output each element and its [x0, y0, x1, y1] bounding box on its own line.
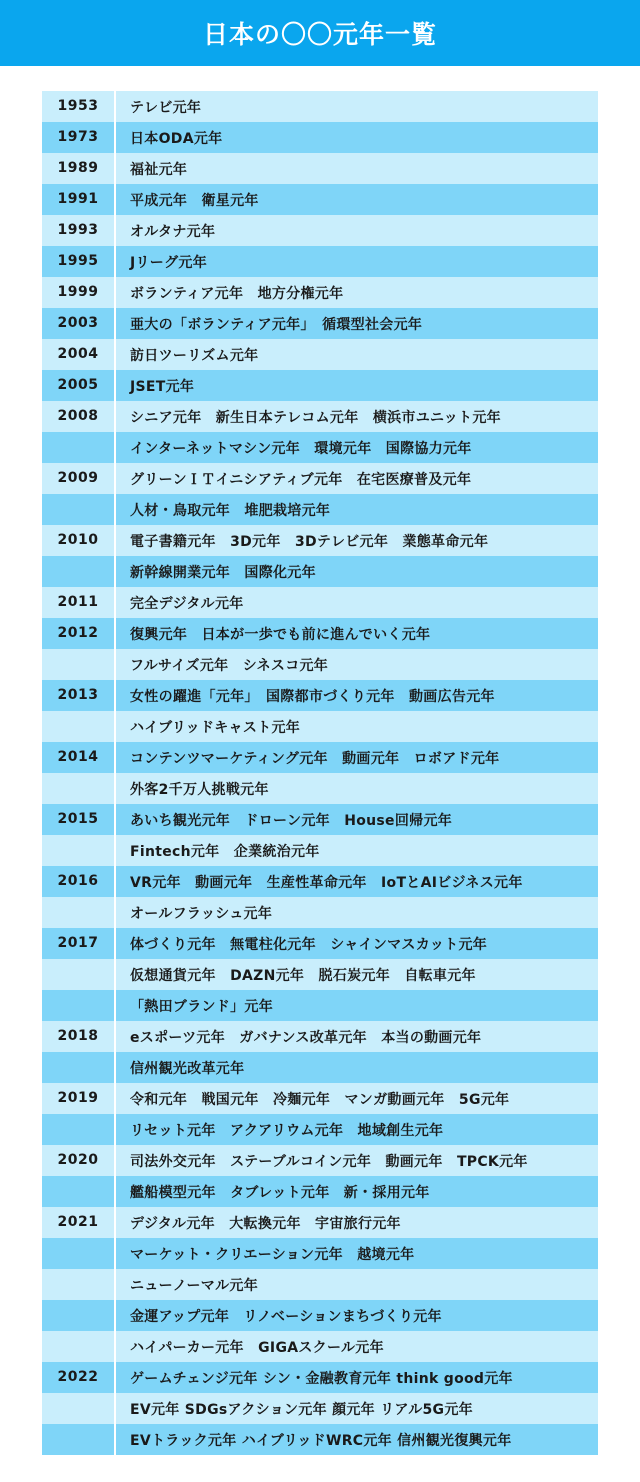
table-row: [42, 153, 598, 184]
gannen-cell: 訪日ツーリズム元年: [130, 347, 259, 364]
year-cell: 2022: [57, 1369, 99, 1385]
table-row: [42, 215, 598, 246]
table-row: [42, 711, 598, 742]
table-row: [42, 959, 598, 990]
year-cell: [42, 1393, 114, 1424]
table-row: [42, 1052, 598, 1083]
year-cell: 2018: [57, 1028, 99, 1044]
gannen-cell: テレビ元年: [130, 99, 202, 116]
gannen-cell: Fintech元年 企業統治元年: [130, 843, 320, 860]
table-row: [42, 556, 598, 587]
gannen-cell: 金運アップ元年 リノベーションまちづくり元年: [130, 1308, 442, 1325]
year-cell: 1993: [57, 222, 99, 238]
year-table: [42, 91, 598, 1455]
table-row: [42, 308, 598, 339]
gannen-cell: 外客2千万人挑戦元年: [130, 781, 269, 798]
table-row: [42, 91, 598, 122]
gannen-cell: EVトラック元年 ハイブリッドWRC元年 信州観光復興元年: [130, 1432, 512, 1449]
table-row: [42, 587, 598, 618]
year-cell: 1991: [57, 191, 99, 207]
gannen-cell: オールフラッシュ元年: [130, 905, 273, 922]
table-row: [42, 184, 598, 215]
year-cell: 1999: [57, 284, 99, 300]
year-cell: [42, 1331, 114, 1362]
year-cell: 2017: [57, 935, 99, 951]
year-cell: [42, 1052, 114, 1083]
year-cell: 2005: [57, 377, 99, 393]
table-row: [42, 1207, 598, 1238]
year-cell: [42, 1114, 114, 1145]
table-row: [42, 1145, 598, 1176]
table-row: [42, 680, 598, 711]
gannen-cell: 「熱田ブランド」元年: [130, 998, 273, 1015]
table-row: [42, 525, 598, 556]
table-row: [42, 1300, 598, 1331]
year-cell: 1995: [57, 253, 99, 269]
year-cell: [42, 897, 114, 928]
gannen-cell: 電子書籍元年 3D元年 3Dテレビ元年 業態革命元年: [130, 533, 489, 550]
gannen-cell: 人材・鳥取元年 堆肥栽培元年: [130, 502, 331, 519]
table-row: [42, 835, 598, 866]
gannen-cell: JSET元年: [130, 378, 195, 395]
gannen-cell: ハイパーカー元年 GIGAスクール元年: [130, 1339, 384, 1356]
table-row: [42, 990, 598, 1021]
gannen-cell: VR元年 動画元年 生産性革命元年 IoTとAIビジネス元年: [130, 874, 523, 891]
gannen-cell: Jリーグ元年: [130, 254, 208, 271]
year-cell: 2019: [57, 1090, 99, 1106]
table-row: [42, 370, 598, 401]
year-cell: [42, 1238, 114, 1269]
table-row: [42, 866, 598, 897]
year-cell: 1973: [57, 129, 99, 145]
gannen-cell: あいち観光元年 ドローン元年 House回帰元年: [130, 812, 453, 829]
year-cell: 2016: [57, 873, 99, 889]
year-cell: 2004: [57, 346, 99, 362]
year-cell: [42, 990, 114, 1021]
year-cell: 2013: [57, 687, 99, 703]
gannen-cell: eスポーツ元年 ガバナンス改革元年 本当の動画元年: [130, 1029, 482, 1046]
year-cell: 1989: [57, 160, 99, 176]
table-row: [42, 1362, 598, 1393]
year-cell: 2014: [57, 749, 99, 765]
table-row: [42, 1238, 598, 1269]
table-row: [42, 773, 598, 804]
gannen-cell: ボランティア元年 地方分権元年: [130, 285, 344, 302]
gannen-cell: 令和元年 戦国元年 冷麺元年 マンガ動画元年 5G元年: [130, 1091, 510, 1108]
table-row: [42, 277, 598, 308]
table-row: [42, 494, 598, 525]
gannen-cell: グリーンＩＴイニシアティブ元年 在宅医療普及元年: [130, 471, 472, 488]
year-cell: [42, 1269, 114, 1300]
gannen-cell: リセット元年 アクアリウム元年 地域創生元年: [130, 1122, 444, 1139]
gannen-cell: シニア元年 新生日本テレコム元年 横浜市ユニット元年: [130, 409, 501, 426]
gannen-cell: 完全デジタル元年: [130, 595, 244, 612]
gannen-cell: マーケット・クリエーション元年 越境元年: [130, 1246, 415, 1263]
year-cell: 2008: [57, 408, 99, 424]
table-row: [42, 618, 598, 649]
year-cell: 2009: [57, 470, 99, 486]
table-row: [42, 401, 598, 432]
gannen-cell: ハイブリッドキャスト元年: [130, 719, 301, 736]
table-row: [42, 742, 598, 773]
gannen-cell: 復興元年 日本が一歩でも前に進んでいく元年: [130, 626, 431, 643]
gannen-cell: 女性の躍進「元年」 国際都市づくり元年 動画広告元年: [130, 688, 495, 705]
year-cell: [42, 1300, 114, 1331]
year-cell: [42, 1176, 114, 1207]
year-cell: 2021: [57, 1214, 99, 1230]
year-cell: 2011: [57, 594, 99, 610]
year-cell: 2015: [57, 811, 99, 827]
table-row: [42, 928, 598, 959]
table-row: [42, 432, 598, 463]
year-cell: [42, 711, 114, 742]
gannen-cell: 福祉元年: [130, 161, 188, 178]
gannen-cell: フルサイズ元年 シネスコ元年: [130, 657, 329, 674]
gannen-cell: 体づくり元年 無電柱化元年 シャインマスカット元年: [130, 936, 488, 953]
year-cell: [42, 432, 114, 463]
gannen-cell: 司法外交元年 ステーブルコイン元年 動画元年 TPCK元年: [130, 1153, 528, 1170]
year-cell: [42, 835, 114, 866]
gannen-cell: 亜大の「ボランティア元年」 循環型社会元年: [130, 316, 423, 333]
year-cell: [42, 1424, 114, 1455]
gannen-cell: 仮想通貨元年 DAZN元年 脱石炭元年 自転車元年: [130, 967, 476, 984]
header-bar: [0, 0, 640, 66]
table-row: [42, 1393, 598, 1424]
table-row: [42, 463, 598, 494]
year-cell: [42, 649, 114, 680]
year-cell: [42, 959, 114, 990]
table-row: [42, 1269, 598, 1300]
table-row: [42, 804, 598, 835]
gannen-cell: EV元年 SDGsアクション元年 顔元年 リアル5G元年: [130, 1401, 473, 1418]
table-row: [42, 246, 598, 277]
table-row: [42, 1114, 598, 1145]
table-row: [42, 1021, 598, 1052]
year-cell: 1953: [57, 98, 99, 114]
year-cell: [42, 494, 114, 525]
gannen-cell: オルタナ元年: [130, 223, 216, 240]
year-cell: 2003: [57, 315, 99, 331]
table-row: [42, 1424, 598, 1455]
table-row: [42, 1176, 598, 1207]
gannen-cell: 艦船模型元年 タブレット元年 新・採用元年: [130, 1184, 430, 1201]
year-cell: 2010: [57, 532, 99, 548]
table-row: [42, 1083, 598, 1114]
gannen-cell: インターネットマシン元年 環境元年 国際協力元年: [130, 440, 472, 457]
table-row: [42, 122, 598, 153]
gannen-cell: 信州観光改革元年: [130, 1060, 245, 1077]
year-cell: [42, 773, 114, 804]
table-row: [42, 339, 598, 370]
gannen-cell: 日本ODA元年: [130, 130, 223, 147]
gannen-cell: ニューノーマル元年: [130, 1277, 258, 1294]
gannen-cell: 平成元年 衛星元年: [130, 192, 259, 209]
table-row: [42, 649, 598, 680]
year-cell: 2012: [57, 625, 99, 641]
gannen-cell: ゲームチェンジ元年 シン・金融教育元年 think good元年: [130, 1370, 513, 1387]
gannen-cell: コンテンツマーケティング元年 動画元年 ロボアド元年: [130, 750, 500, 767]
year-cell: 2020: [57, 1152, 99, 1168]
gannen-cell: デジタル元年 大転換元年 宇宙旅行元年: [130, 1215, 401, 1232]
table-row: [42, 1331, 598, 1362]
gannen-cell: 新幹線開業元年 国際化元年: [130, 564, 316, 581]
page-title: 日本の〇〇元年一覧: [202, 20, 437, 49]
table-row: [42, 897, 598, 928]
year-cell: [42, 556, 114, 587]
